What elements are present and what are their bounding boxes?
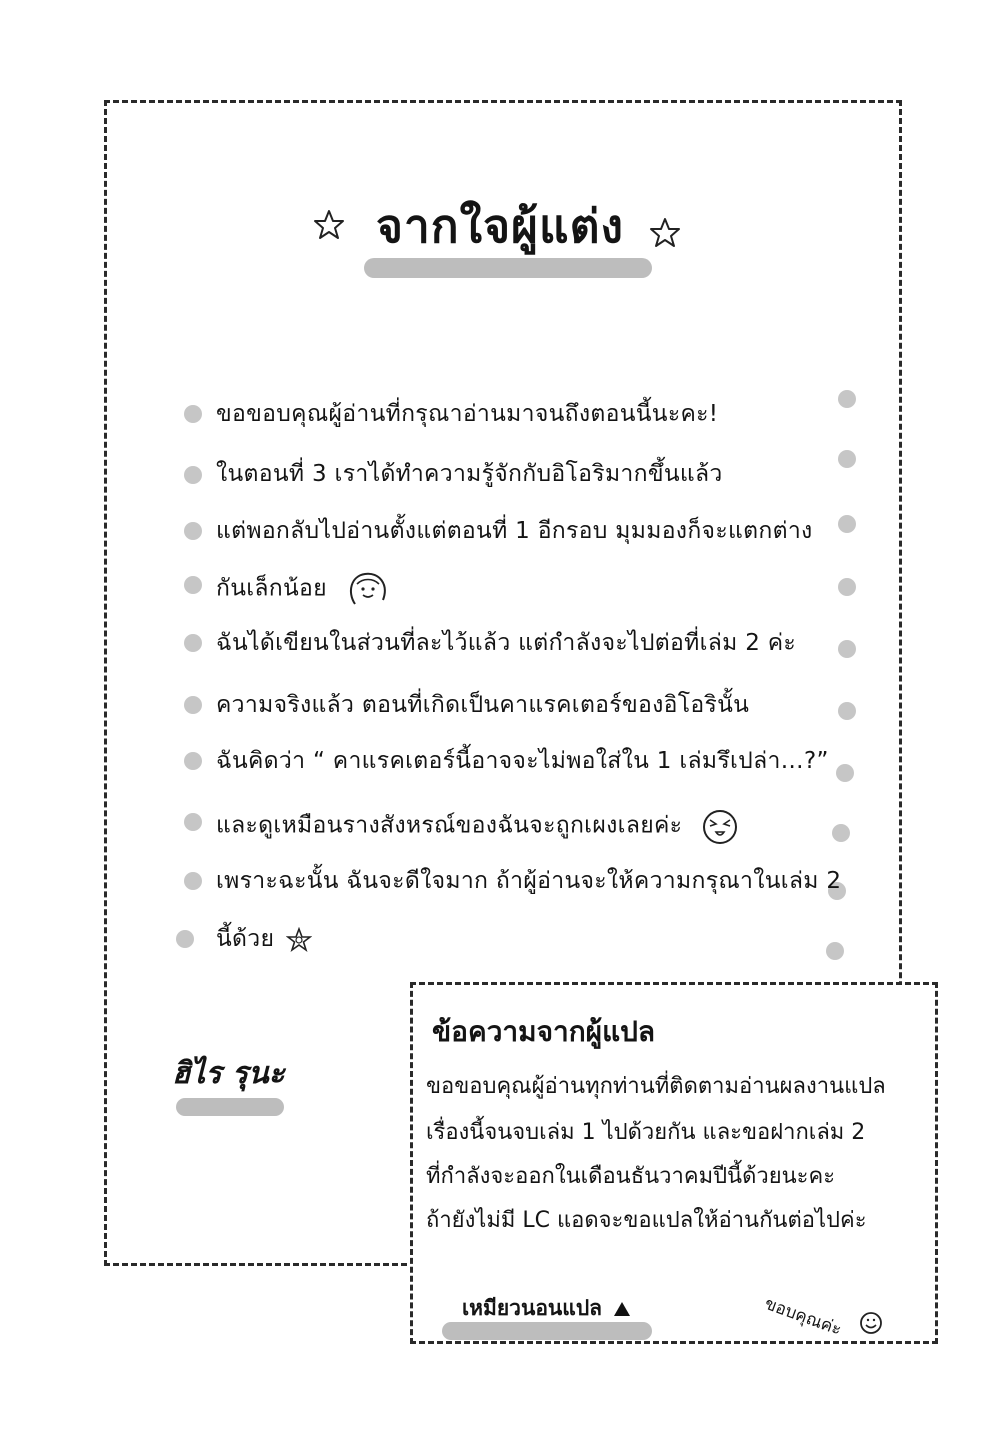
author-line: ฉันคิดว่า “ คาแรคเตอร์นี้อาจจะไม่พอใส่ใน 1 เล่มรึเปล่า…?”	[216, 748, 829, 774]
translator-line: เรื่องนี้จนจบเล่ม 1 ไปด้วยกัน และขอฝากเล่ม 2	[426, 1120, 866, 1145]
author-line-text: นี้ด้วย	[216, 926, 275, 952]
bullet-dot	[832, 824, 850, 842]
sparkle-icon	[286, 927, 312, 953]
author-line-text: กันเล็กน้อย	[216, 575, 327, 602]
translator-note-title: ข้อความจากผู้แปล	[432, 1015, 656, 1048]
bullet-dot	[184, 634, 202, 652]
author-signature: ฮิไร รุนะ	[172, 1056, 285, 1091]
bullet-dot	[838, 450, 856, 468]
bullet-dot	[838, 640, 856, 658]
star-icon	[648, 216, 682, 250]
author-line: แต่พอกลับไปอ่านตั้งแต่ตอนที่ 1 อีกรอบ มุมมองก็จะแตกต่าง	[216, 518, 813, 544]
author-line: ฉันได้เขียนในส่วนที่ละไว้แล้ว แต่กำลังจะไปต่อที่เล่ม 2 ค่ะ	[216, 630, 797, 656]
triangle-icon	[613, 1301, 631, 1317]
bullet-dot	[838, 515, 856, 533]
title-highlight	[364, 258, 652, 278]
bullet-dot	[184, 466, 202, 484]
author-line: ในตอนที่ 3 เราได้ทำความรู้จักกับอิโอริมากขึ้นแล้ว	[216, 461, 723, 487]
author-line	[216, 924, 312, 954]
bullet-dot	[184, 752, 202, 770]
bullet-dot	[184, 522, 202, 540]
author-line: ความจริงแล้ว ตอนที่เกิดเป็นคาแรคเตอร์ของอิโอรินั้น	[216, 692, 750, 718]
bullet-dot	[826, 942, 844, 960]
bullet-dot	[184, 405, 202, 423]
author-line-text: และดูเหมือนรางสังหรณ์ของฉันจะถูกเผงเลยค่ะ	[216, 812, 683, 839]
translator-line: ถ้ายังไม่มี LC แอดจะขอแปลให้อ่านกันต่อไปค่ะ	[426, 1208, 867, 1233]
translator-line: ที่กำลังจะออกในเดือนธันวาคมปีนี้ด้วยนะคะ	[426, 1164, 836, 1189]
translator-signature-highlight	[442, 1322, 652, 1340]
translator-signature-text: เหมียวนอนแปล	[462, 1296, 603, 1320]
bullet-dot	[184, 576, 202, 594]
author-line	[216, 570, 391, 608]
smiling-face-icon	[345, 570, 391, 608]
author-note-title: จากใจผู้แต่ง	[376, 199, 624, 253]
laughing-face-icon	[700, 806, 740, 846]
translator-line: ขอขอบคุณผู้อ่านทุกท่านที่ติดตามอ่านผลงานแปล	[426, 1074, 886, 1099]
smile-icon	[858, 1310, 884, 1336]
thanks-text: ขอบคุณค่ะ	[761, 1293, 845, 1341]
bullet-dot	[176, 930, 194, 948]
bullet-dot	[184, 872, 202, 890]
bullet-dot	[838, 578, 856, 596]
bullet-dot	[838, 702, 856, 720]
author-line: ขอขอบคุณผู้อ่านที่กรุณาอ่านมาจนถึงตอนนี้นะคะ!	[216, 401, 719, 427]
author-line: เพราะฉะนั้น ฉันจะดีใจมาก ถ้าผู้อ่านจะให้ความกรุณาในเล่ม 2	[216, 868, 842, 894]
bullet-dot	[184, 696, 202, 714]
author-line	[216, 806, 740, 846]
translator-signature	[462, 1292, 631, 1325]
bullet-dot	[836, 764, 854, 782]
bullet-dot	[838, 390, 856, 408]
signature-highlight	[176, 1098, 284, 1116]
bullet-dot	[184, 813, 202, 831]
